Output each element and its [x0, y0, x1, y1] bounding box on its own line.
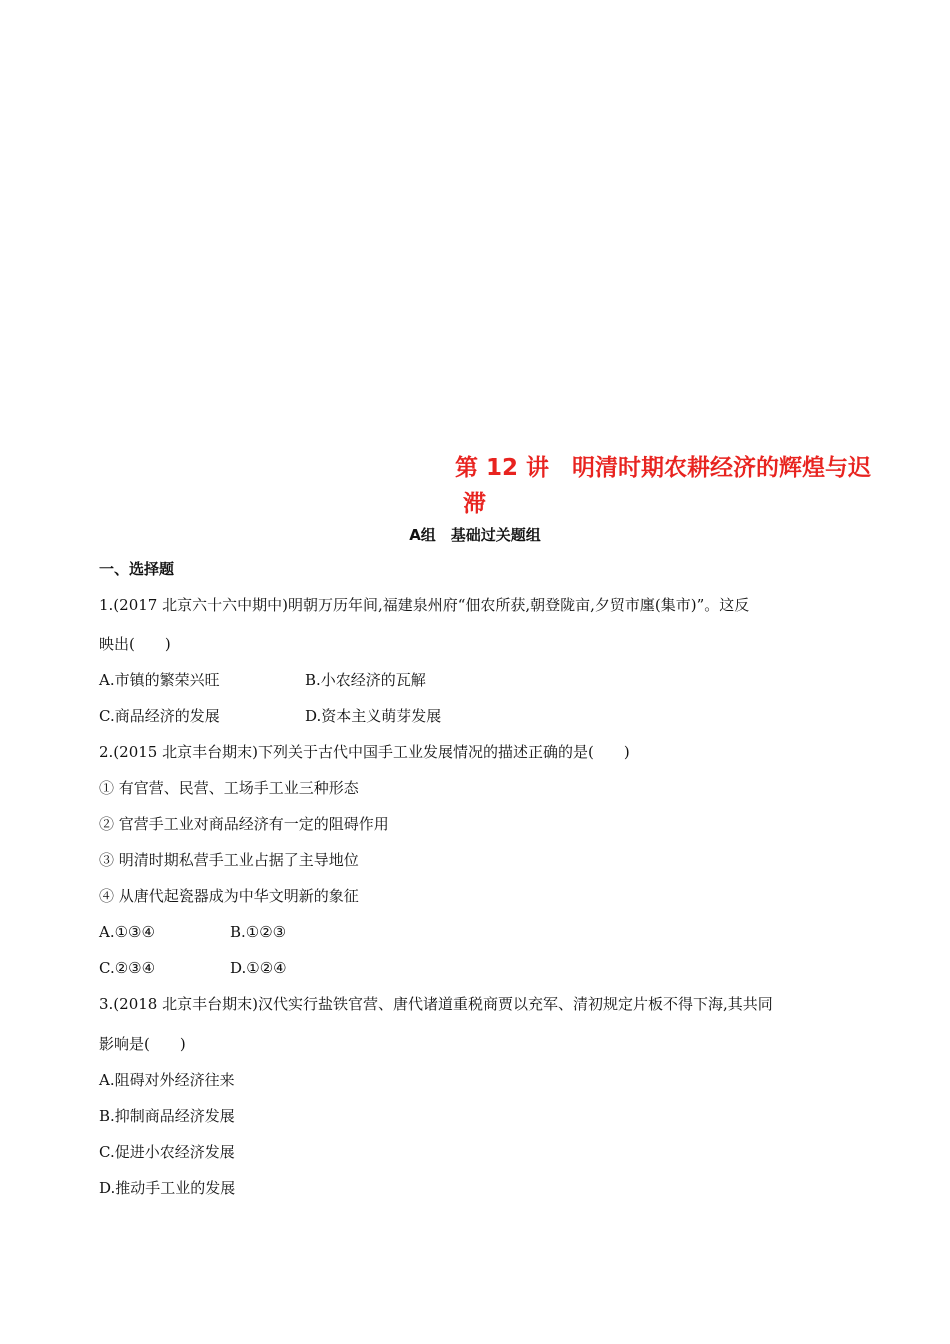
question-2-statement-3: ③ 明清时期私营手工业占据了主导地位	[99, 851, 359, 869]
group-title: A组 基础过关题组	[409, 526, 541, 544]
question-3-stem-line-2: 影响是( )	[99, 1035, 186, 1053]
section-title: 一、选择题	[99, 560, 175, 578]
question-1-option-d: D.资本主义萌芽发展	[305, 707, 442, 725]
question-1-option-c: C.商品经济的发展	[99, 707, 220, 725]
question-2-stem: 2.(2015 北京丰台期末)下列关于古代中国手工业发展情况的描述正确的是( )	[99, 743, 630, 761]
question-1-option-a: A.市镇的繁荣兴旺	[99, 671, 220, 689]
question-2-statement-2: ② 官营手工业对商品经济有一定的阻碍作用	[99, 815, 389, 833]
question-3-option-a: A.阻碍对外经济往来	[99, 1071, 235, 1089]
question-1-option-b: B.小农经济的瓦解	[305, 671, 426, 689]
question-2-option-b: B.①②③	[230, 923, 287, 941]
question-3-option-d: D.推动手工业的发展	[99, 1179, 236, 1197]
question-2-statement-4: ④ 从唐代起瓷器成为中华文明新的象征	[99, 887, 359, 905]
question-2-statement-1: ① 有官营、民营、工场手工业三种形态	[99, 779, 359, 797]
question-3-option-c: C.促进小农经济发展	[99, 1143, 235, 1161]
question-1-stem-line-1: 1.(2017 北京六十六中期中)明朝万历年间,福建泉州府“佃农所获,朝登陇亩,夕贸市廛(集市)”。这反	[99, 596, 750, 614]
question-3-stem-line-1: 3.(2018 北京丰台期末)汉代实行盐铁官营、唐代诸道重税商贾以充军、清初规定片板不得下海,其共同	[99, 995, 773, 1013]
question-2-option-a: A.①③④	[99, 923, 155, 941]
question-2-option-c: C.②③④	[99, 959, 156, 977]
lesson-title-line-2: 滞	[463, 491, 486, 517]
question-2-option-d: D.①②④	[230, 959, 287, 977]
question-1-stem-line-2: 映出( )	[99, 635, 171, 653]
lesson-title-line-1: 第 12 讲 明清时期农耕经济的辉煌与迟	[455, 455, 872, 481]
question-3-option-b: B.抑制商品经济发展	[99, 1107, 235, 1125]
